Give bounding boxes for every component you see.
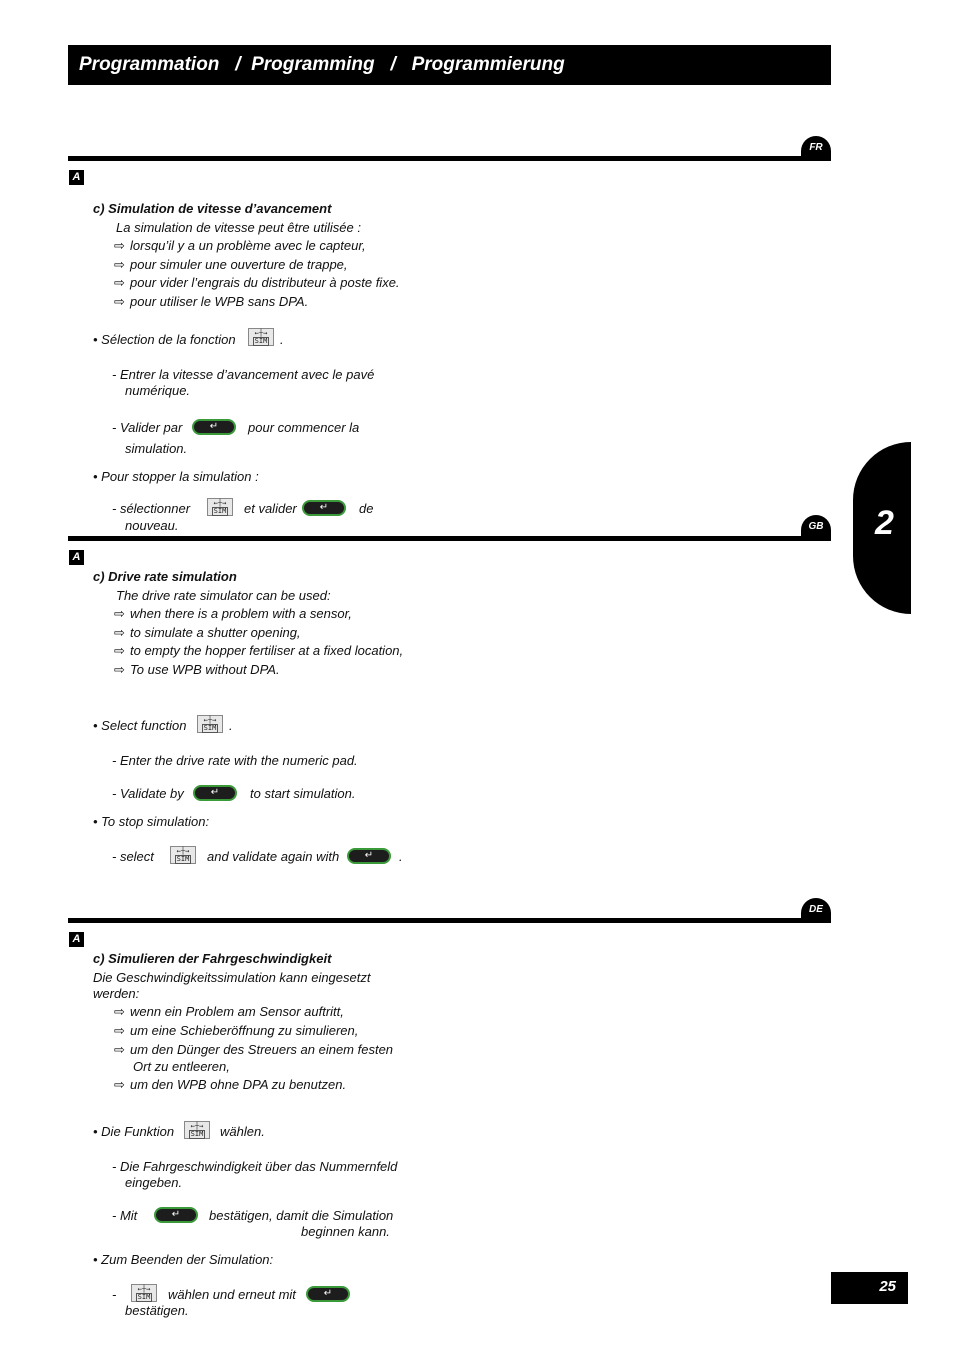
section-title-fr: c) Simulation de vitesse d’avancement (93, 201, 332, 216)
icon-arrows: ←┼→ (176, 847, 190, 855)
enter-step-gb: - Enter the drive rate with the numeric pad. (112, 753, 358, 768)
arrow-icon: ⇨ (114, 238, 125, 253)
header-separator (219, 54, 235, 76)
lang-badge-de: DE (801, 898, 831, 920)
arrow-icon: ⇨ (114, 275, 125, 290)
arrow-icon: ⇨ (114, 643, 125, 658)
stop-step-fr-c: de (359, 501, 374, 516)
list-item-gb-4 (114, 662, 280, 678)
sim-function-icon (197, 715, 223, 733)
list-item-text: um den WPB ohne DPA zu benutzen. (130, 1077, 347, 1092)
icon-arrows: ←┼→ (213, 499, 227, 507)
list-item-text: pour utiliser le WPB sans DPA. (130, 294, 309, 309)
icon-label: SIM (190, 1130, 204, 1138)
stop-heading-gb: • To stop simulation: (93, 814, 210, 829)
sim-function-icon (131, 1284, 157, 1302)
list-item-fr-3 (114, 275, 400, 291)
arrow-icon: ⇨ (114, 662, 125, 677)
header-title-de: Programmierung (411, 54, 565, 75)
arrow-icon: ⇨ (114, 1077, 125, 1092)
section-title-gb: c) Drive rate simulation (93, 569, 237, 584)
intro-de: Die Geschwindigkeitssimulation kann eingesetzt (93, 970, 371, 985)
list-item-de-4 (114, 1077, 346, 1093)
icon-arrows: ←┼→ (203, 716, 217, 724)
list-item-de-1 (114, 1004, 344, 1020)
arrow-icon: ⇨ (114, 625, 125, 640)
header-spacer (241, 54, 252, 76)
list-item-text: lorsqu’il y a un problème avec le capteur, (130, 238, 366, 253)
header-separator-2: / (390, 54, 396, 75)
header-spacer-3 (396, 54, 412, 76)
validate-step-fr-c: simulation. (125, 441, 188, 456)
intro-gb: The drive rate simulator can be used: (116, 588, 331, 603)
page-header (68, 45, 831, 85)
select-function-gb: • Select function (93, 718, 187, 733)
arrow-icon: ⇨ (114, 294, 125, 309)
validate-step-fr: - Valider par (112, 420, 183, 435)
lang-badge-fr: FR (801, 136, 831, 158)
sim-function-icon (184, 1121, 210, 1139)
stop-step-gb: - select (112, 849, 154, 864)
arrow-icon: ⇨ (114, 1042, 125, 1057)
validate-step-fr-b: pour commencer la (248, 420, 360, 435)
enter-step-de: - Die Fahrgeschwindigkeit über das Nummernfeld (112, 1159, 398, 1174)
select-end-gb: . (229, 718, 233, 733)
list-item-fr-4 (114, 294, 308, 310)
list-item-de-3b: Ort zu entleeren, (133, 1059, 230, 1074)
list-item-fr-1 (114, 238, 366, 254)
validate-step-de-c: beginnen kann. (301, 1224, 390, 1239)
list-item-text: to empty the hopper fertiliser at a fixed location, (130, 643, 404, 658)
list-item-fr-2 (114, 257, 348, 273)
icon-label: SIM (137, 1293, 151, 1301)
icon-arrows: ←┼→ (254, 329, 268, 337)
chapter-number: 2 (875, 504, 894, 542)
enter-key-icon: ↵ (193, 785, 237, 801)
icon-label: SIM (176, 855, 190, 863)
stop-step-fr-d: nouveau. (125, 518, 179, 533)
icon-label: SIM (254, 337, 268, 345)
stop-step-de: - (112, 1287, 117, 1302)
stop-step-gb-c: . (399, 849, 403, 864)
stop-heading-de: • Zum Beenden der Simulation: (93, 1252, 274, 1267)
select-function-de-b: wählen. (220, 1124, 265, 1139)
icon-arrows: ←┼→ (137, 1285, 151, 1293)
validate-step-gb: - Validate by (112, 786, 184, 801)
list-item-text: um den Dünger des Streuers an einem festen (130, 1042, 394, 1057)
list-item-gb-1 (114, 606, 352, 622)
list-item-de-2 (114, 1023, 358, 1039)
icon-arrows: ←┼→ (190, 1122, 204, 1130)
section-divider-de (68, 918, 831, 923)
validate-step-gb-b: to start simulation. (250, 786, 356, 801)
enter-step-fr-2: numérique. (125, 383, 191, 398)
arrow-icon: ⇨ (114, 1004, 125, 1019)
stop-step-fr: - sélectionner (112, 501, 191, 516)
lang-badge-gb: GB (801, 515, 831, 537)
sim-function-icon (170, 846, 196, 864)
section-title-de: c) Simulieren der Fahrgeschwindigkeit (93, 951, 332, 966)
header-title-fr: Programmation (79, 54, 220, 75)
select-end-fr: . (280, 332, 284, 347)
arrow-icon: ⇨ (114, 257, 125, 272)
enter-step-fr: - Entrer la vitesse d’avancement avec le pavé (112, 367, 375, 382)
list-item-text: to simulate a shutter opening, (130, 625, 301, 640)
enter-key-icon: ↵ (302, 500, 346, 516)
list-item-gb-2 (114, 625, 301, 641)
list-item-text: when there is a problem with a sensor, (130, 606, 352, 621)
enter-key-icon: ↵ (347, 848, 391, 864)
enter-key-icon: ↵ (306, 1286, 350, 1302)
stop-heading-fr: • Pour stopper la simulation : (93, 469, 259, 484)
select-function-fr: • Sélection de la fonction (93, 332, 236, 347)
enter-key-icon: ↵ (154, 1207, 198, 1223)
validate-step-de-b: bestätigen, damit die Simulation (209, 1208, 394, 1223)
header-separator-1: / (235, 54, 241, 75)
section-marker-fr: A (69, 170, 84, 185)
intro-de-2: werden: (93, 986, 140, 1001)
arrow-icon: ⇨ (114, 606, 125, 621)
header-title-gb: Programming (251, 54, 375, 75)
enter-step-de-2: eingeben. (125, 1175, 183, 1190)
section-divider-gb (68, 536, 831, 541)
list-item-de-3 (114, 1042, 393, 1058)
list-item-text: wenn ein Problem am Sensor auftritt, (130, 1004, 344, 1019)
section-marker-de: A (69, 932, 84, 947)
enter-key-icon: ↵ (192, 419, 236, 435)
stop-step-de-c: bestätigen. (125, 1303, 189, 1318)
icon-label: SIM (213, 507, 227, 515)
list-item-text: pour vider l’engrais du distributeur à poste fixe. (130, 275, 400, 290)
header-spacer-2 (375, 54, 391, 76)
arrow-icon: ⇨ (114, 1023, 125, 1038)
sim-function-icon (207, 498, 233, 516)
select-function-de: • Die Funktion (93, 1124, 175, 1139)
list-item-text: To use WPB without DPA. (130, 662, 280, 677)
icon-label: SIM (203, 724, 217, 732)
stop-step-de-b: wählen und erneut mit (168, 1287, 296, 1302)
stop-step-gb-b: and validate again with (207, 849, 340, 864)
section-divider-fr (68, 156, 831, 161)
sim-function-icon (248, 328, 274, 346)
list-item-gb-3 (114, 643, 403, 659)
stop-step-fr-b: et valider (244, 501, 297, 516)
section-marker-gb: A (69, 550, 84, 565)
list-item-text: um eine Schieberöffnung zu simulieren, (130, 1023, 359, 1038)
validate-step-de: - Mit (112, 1208, 138, 1223)
chapter-tab (853, 442, 911, 614)
intro-fr: La simulation de vitesse peut être utilisée : (116, 220, 361, 235)
page-number: 25 (831, 1272, 908, 1304)
list-item-text: pour simuler une ouverture de trappe, (130, 257, 348, 272)
